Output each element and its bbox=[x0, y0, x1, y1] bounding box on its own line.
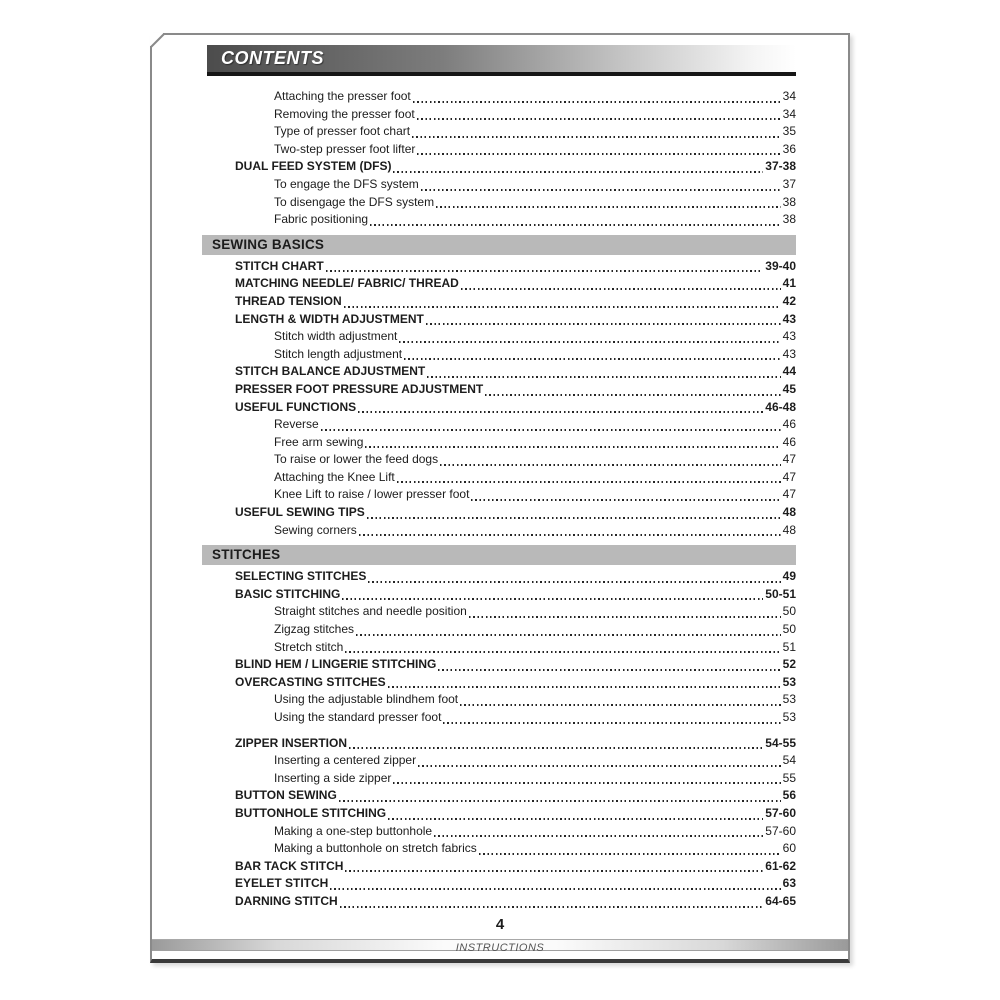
toc-entry-page: 44 bbox=[782, 364, 796, 379]
toc-entry-label: Stitch width adjustment bbox=[274, 329, 398, 344]
toc-entry bbox=[202, 823, 796, 841]
dot-leader bbox=[356, 634, 781, 636]
toc-entry-page: 43 bbox=[782, 329, 796, 344]
toc-entry bbox=[202, 346, 796, 364]
dot-leader bbox=[413, 101, 781, 103]
toc-entry-page: 50 bbox=[782, 604, 796, 619]
toc-entry bbox=[202, 328, 796, 346]
toc-entry bbox=[202, 194, 796, 212]
contents-header-bar bbox=[207, 45, 796, 76]
page-content bbox=[152, 35, 848, 959]
dot-leader bbox=[399, 341, 780, 343]
toc-entry bbox=[202, 603, 796, 621]
toc-entry bbox=[202, 893, 796, 911]
toc-entry-page: 36 bbox=[782, 141, 796, 156]
dot-leader bbox=[388, 686, 781, 688]
toc-entry-page: 46 bbox=[782, 434, 796, 449]
dot-leader bbox=[365, 446, 780, 448]
toc-entry-page: 46-48 bbox=[765, 399, 796, 414]
toc-entry-label: SELECTING STITCHES bbox=[235, 569, 367, 584]
toc-entry-label: Two-step presser foot lifter bbox=[274, 141, 416, 156]
toc-entry-label: Making a one-step buttonhole bbox=[274, 823, 433, 838]
toc-entry bbox=[202, 805, 796, 823]
toc-entry-page: 48 bbox=[782, 522, 796, 537]
toc-entry-label: Reverse bbox=[274, 417, 319, 432]
toc-entry-page: 45 bbox=[782, 381, 796, 396]
toc-entry bbox=[202, 451, 796, 469]
dot-leader bbox=[434, 835, 763, 837]
dot-leader bbox=[460, 704, 781, 706]
toc-entry-page: 52 bbox=[782, 657, 796, 672]
dot-leader bbox=[438, 669, 780, 671]
toc-entry bbox=[202, 735, 796, 753]
dot-leader bbox=[330, 888, 780, 890]
toc-entry bbox=[202, 211, 796, 229]
dot-leader bbox=[345, 870, 763, 872]
dot-leader bbox=[440, 464, 781, 466]
toc-entry-page: 35 bbox=[782, 124, 796, 139]
toc-entry-page: 54 bbox=[782, 753, 796, 768]
dot-leader bbox=[393, 782, 780, 784]
toc-entry-page: 50-51 bbox=[765, 586, 796, 601]
toc-entry-label: THREAD TENSION bbox=[235, 293, 342, 308]
toc-entry-page: 41 bbox=[782, 276, 796, 291]
dot-leader bbox=[342, 598, 763, 600]
toc-entry bbox=[202, 674, 796, 692]
dot-leader bbox=[417, 118, 781, 120]
toc-entry-label: Attaching the Knee Lift bbox=[274, 469, 395, 484]
dot-leader bbox=[436, 206, 781, 208]
toc-entry-label: PRESSER FOOT PRESSURE ADJUSTMENT bbox=[235, 381, 484, 396]
toc-entry-label: Stitch length adjustment bbox=[274, 346, 403, 361]
toc-entry bbox=[202, 141, 796, 159]
footer-label: INSTRUCTIONS bbox=[455, 942, 545, 954]
toc-entry-page: 43 bbox=[782, 346, 796, 361]
toc-entry bbox=[202, 621, 796, 639]
dot-leader bbox=[370, 224, 781, 226]
toc-entry-page: 38 bbox=[782, 212, 796, 227]
toc-entry bbox=[202, 486, 796, 504]
manual-page bbox=[150, 33, 850, 963]
toc-entry bbox=[202, 88, 796, 106]
toc-entry bbox=[202, 709, 796, 727]
toc-entry bbox=[202, 381, 796, 399]
dot-leader bbox=[469, 616, 781, 618]
toc-entry-label: Knee Lift to raise / lower presser foot bbox=[274, 487, 470, 502]
toc-entry-page: 53 bbox=[782, 710, 796, 724]
toc-entry-label: STITCH CHART bbox=[235, 258, 324, 273]
toc-entry-page: 56 bbox=[782, 788, 796, 803]
toc-entry-label: USEFUL SEWING TIPS bbox=[235, 505, 365, 520]
toc-entry-page: 48 bbox=[782, 505, 796, 520]
toc-entry bbox=[202, 434, 796, 452]
toc-entry bbox=[202, 752, 796, 770]
toc-entry-label: Using the standard presser foot bbox=[274, 710, 442, 724]
toc-entry-label: STITCH BALANCE ADJUSTMENT bbox=[235, 364, 426, 379]
toc-entry-label: Fabric positioning bbox=[274, 212, 369, 227]
dot-leader bbox=[471, 499, 780, 501]
toc-entry-page: 34 bbox=[782, 106, 796, 121]
toc-entry-page: 37 bbox=[782, 176, 796, 191]
toc-entry bbox=[202, 176, 796, 194]
dot-leader bbox=[368, 581, 780, 583]
toc-entry-page: 57-60 bbox=[765, 823, 796, 838]
dot-leader bbox=[344, 306, 781, 308]
toc-entry-page: 47 bbox=[782, 469, 796, 484]
toc-entry-label: DARNING STITCH bbox=[235, 893, 338, 908]
toc-entry bbox=[202, 770, 796, 788]
toc-entry-page: 49 bbox=[782, 569, 796, 584]
dot-leader bbox=[393, 171, 763, 173]
dot-leader bbox=[339, 800, 781, 802]
toc-entry-label: USEFUL FUNCTIONS bbox=[235, 399, 357, 414]
dot-leader bbox=[479, 853, 781, 855]
toc-entry-label: ZIPPER INSERTION bbox=[235, 735, 348, 750]
toc-entry bbox=[202, 363, 796, 381]
dot-leader bbox=[345, 651, 780, 653]
toc-entry-page: 47 bbox=[782, 452, 796, 467]
dot-leader bbox=[421, 189, 781, 191]
toc-entry bbox=[202, 258, 796, 276]
toc-entry-label: BLIND HEM / LINGERIE STITCHING bbox=[235, 657, 437, 672]
toc-entry-label: BAR TACK STITCH bbox=[235, 858, 344, 873]
toc-entry-label: Inserting a centered zipper bbox=[274, 753, 417, 768]
toc-entry-page: 43 bbox=[782, 311, 796, 326]
toc-entry bbox=[202, 469, 796, 487]
toc-entry-label: To disengage the DFS system bbox=[274, 194, 435, 209]
toc-entry bbox=[202, 399, 796, 417]
toc-entry bbox=[202, 858, 796, 876]
toc-entry-label: Sewing corners bbox=[274, 522, 357, 537]
toc-entry-label: Zigzag stitches bbox=[274, 622, 355, 637]
toc-entry-label: BASIC STITCHING bbox=[235, 586, 341, 601]
section-heading: STITCHES bbox=[202, 545, 796, 565]
toc-entry bbox=[202, 586, 796, 604]
toc-entry bbox=[202, 875, 796, 893]
toc-entry-label: Attaching the presser foot bbox=[274, 89, 411, 103]
toc-entry-label: Type of presser foot chart bbox=[274, 124, 411, 139]
dot-leader bbox=[426, 323, 781, 325]
toc-entry-page: 34 bbox=[782, 89, 796, 103]
toc-entry-page: 50 bbox=[782, 622, 796, 637]
toc-entry-page: 46 bbox=[782, 417, 796, 432]
section-heading: SEWING BASICS bbox=[202, 235, 796, 255]
toc-entry-page: 64-65 bbox=[765, 893, 796, 908]
toc-entry-label: To engage the DFS system bbox=[274, 176, 419, 191]
toc-entry-page: 61-62 bbox=[765, 858, 796, 873]
toc-entry-page: 57-60 bbox=[765, 805, 796, 820]
dot-leader bbox=[349, 747, 763, 749]
toc-entry bbox=[202, 275, 796, 293]
toc-entry-label: Using the adjustable blindhem foot bbox=[274, 692, 459, 707]
toc-entry bbox=[202, 568, 796, 586]
dot-leader bbox=[359, 534, 781, 536]
toc-body bbox=[202, 88, 796, 911]
toc-entry bbox=[202, 293, 796, 311]
toc-entry-page: 42 bbox=[782, 293, 796, 308]
toc-entry bbox=[202, 840, 796, 858]
dot-leader bbox=[326, 270, 764, 272]
page-title: CONTENTS bbox=[221, 48, 324, 68]
page-number: 4 bbox=[495, 916, 505, 933]
toc-entry bbox=[202, 639, 796, 657]
toc-entry-label: MATCHING NEEDLE/ FABRIC/ THREAD bbox=[235, 276, 459, 291]
dot-leader bbox=[404, 358, 781, 360]
toc-entry-page: 53 bbox=[782, 674, 796, 689]
toc-entry bbox=[202, 691, 796, 709]
dot-leader bbox=[367, 517, 781, 519]
toc-entry-label: Straight stitches and needle position bbox=[274, 604, 467, 619]
dot-leader bbox=[412, 136, 781, 138]
dot-leader bbox=[358, 411, 763, 413]
toc-entry-page: 38 bbox=[782, 194, 796, 209]
toc-entry-page: 47 bbox=[782, 487, 796, 502]
toc-entry-page: 51 bbox=[782, 639, 796, 654]
toc-entry-label: LENGTH & WIDTH ADJUSTMENT bbox=[235, 311, 424, 326]
toc-entry-page: 37-38 bbox=[765, 159, 796, 174]
dot-leader bbox=[418, 765, 781, 767]
dot-leader bbox=[461, 288, 781, 290]
toc-entry-label: BUTTON SEWING bbox=[235, 788, 337, 803]
toc-entry bbox=[202, 123, 796, 141]
toc-entry bbox=[202, 522, 796, 540]
toc-entry bbox=[202, 504, 796, 522]
toc-entry-label: Inserting a side zipper bbox=[274, 770, 392, 785]
toc-entry-page: 63 bbox=[782, 876, 796, 891]
toc-entry-label: Free arm sewing bbox=[274, 434, 364, 449]
toc-entry-page: 55 bbox=[782, 770, 796, 785]
toc-entry-label: EYELET STITCH bbox=[235, 876, 329, 891]
dot-leader bbox=[340, 906, 764, 908]
dot-leader bbox=[427, 376, 780, 378]
toc-entry-label: Removing the presser foot bbox=[274, 106, 415, 121]
toc-entry-label: To raise or lower the feed dogs bbox=[274, 452, 439, 467]
toc-entry-page: 53 bbox=[782, 692, 796, 707]
toc-entry-label: Making a buttonhole on stretch fabrics bbox=[274, 841, 477, 856]
toc-entry-page: 39-40 bbox=[765, 258, 796, 273]
dot-leader bbox=[443, 722, 780, 724]
toc-entry bbox=[202, 656, 796, 674]
dot-leader bbox=[388, 818, 763, 820]
dot-leader bbox=[417, 153, 780, 155]
dot-leader bbox=[485, 394, 780, 396]
dot-leader bbox=[397, 481, 781, 483]
toc-entry-label: OVERCASTING STITCHES bbox=[235, 674, 386, 689]
toc-entry-page: 60 bbox=[782, 841, 796, 856]
toc-entry-label: DUAL FEED SYSTEM (DFS) bbox=[235, 159, 392, 174]
toc-entry bbox=[202, 158, 796, 176]
toc-entry bbox=[202, 787, 796, 805]
toc-entry-page: 54-55 bbox=[765, 735, 796, 750]
toc-entry bbox=[202, 106, 796, 124]
dot-leader bbox=[321, 429, 781, 431]
toc-entry-label: BUTTONHOLE STITCHING bbox=[235, 805, 387, 820]
toc-entry-label: Stretch stitch bbox=[274, 639, 344, 654]
toc-entry bbox=[202, 416, 796, 434]
toc-entry bbox=[202, 311, 796, 329]
